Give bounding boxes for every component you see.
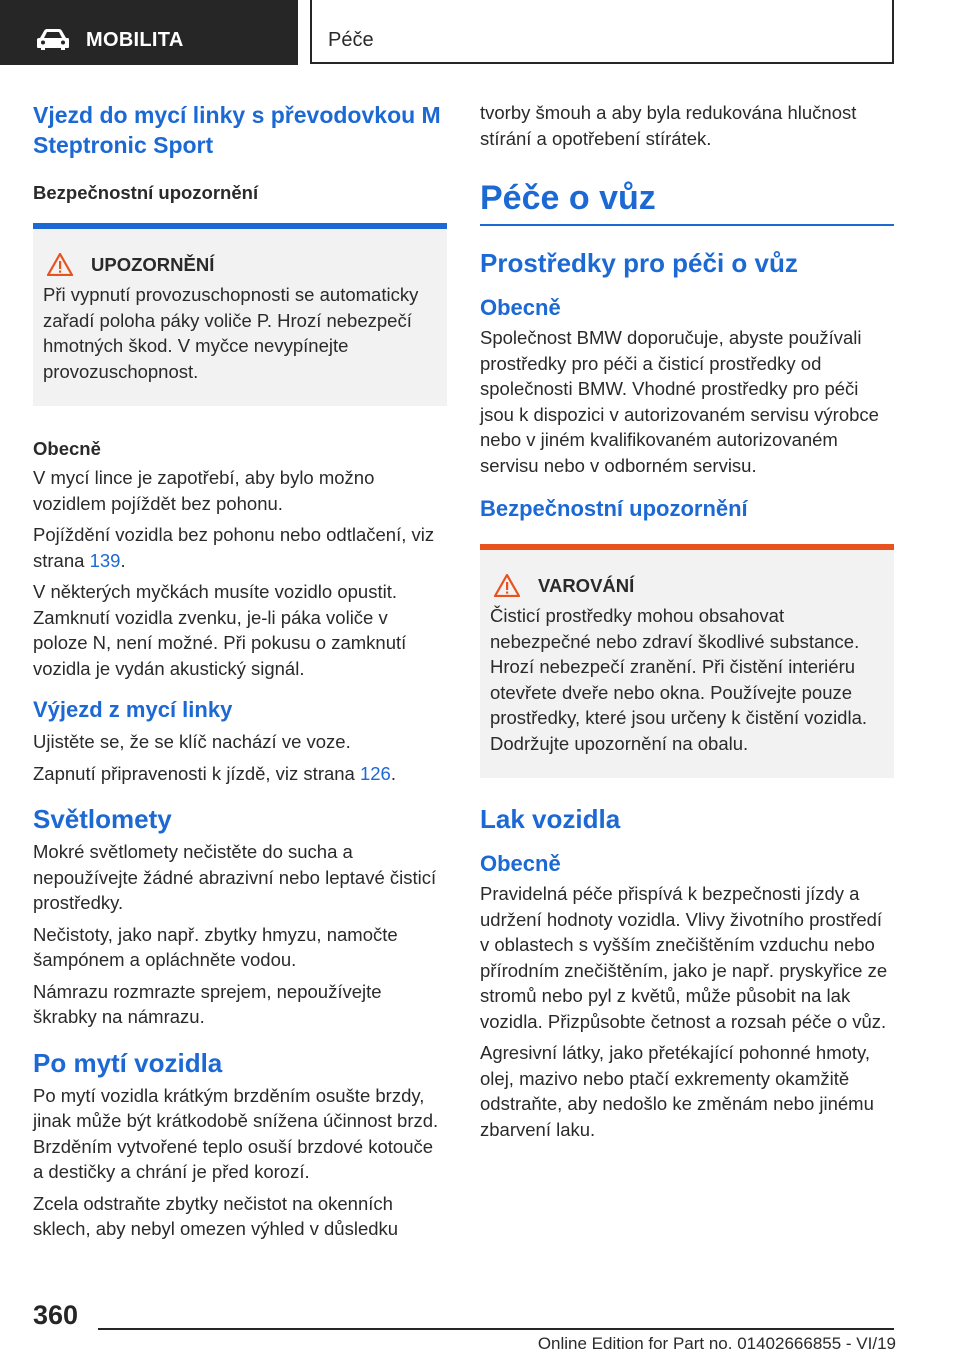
page-ref-link[interactable]: 126 <box>359 762 391 784</box>
danger-text: Čisticí prostředky mohou obsahovat nebezpečné nebo zdraví škodlivé substance. Hrozí nebezpečí zranění. Při čistění interiéru otevřete dveře nebo okna. Používejte pouze prostředky, které jsou určeny k čistění vozidla. Dodržujte upozornění na obalu. <box>490 605 868 754</box>
paragraph: V některých myčkách musíte vozidlo opustit. Zamknutí vozidla zvenku, je-li páka voliče v poloze N, není možné. Při pokusu o zamknutí vozidla je vydán akustický signál. <box>33 581 407 679</box>
safety-label: Bezpečnostní upozornění <box>33 182 259 203</box>
paragraph-text: Zapnutí připravenosti k jízdě, viz strana <box>33 762 360 784</box>
general-label: Obecně <box>33 438 101 459</box>
header-tab-label: MOBILITA <box>86 29 184 51</box>
warning-title-text: UPOZORNĚNÍ <box>91 253 215 275</box>
warning-box <box>33 223 447 406</box>
safety-heading: Bezpečnostní upozornění <box>480 496 748 521</box>
paragraph-text: Pojíždění vozidla bez pohonu nebo odtlačení, viz strana <box>33 524 435 571</box>
warning-title <box>43 253 433 276</box>
section-title-care: Péče o vůz <box>480 179 656 217</box>
warning-text: Při vypnutí provozuschopnosti se automaticky zařadí poloha páky voliče P. Hrozí nebezpečí hmotných škod. V myčce nevypínejte provozuschopnost. <box>43 284 419 382</box>
danger-title-text: VAROVÁNÍ <box>538 574 635 596</box>
care-title-block <box>480 179 894 226</box>
section-label: Péče <box>328 29 374 51</box>
header-section <box>310 0 894 64</box>
paragraph: V mycí lince je zapotřebí, aby bylo možno vozidlem pojíždět bez pohonu. <box>33 467 375 514</box>
paragraph: Nečistoty, jako např. zbytky hmyzu, namočte šampónem a opláchněte vodou. <box>33 923 398 970</box>
general-heading: Obecně <box>480 295 561 320</box>
paragraph: Zcela odstraňte zbytky nečistot na okenních sklech, aby nebyl omezen výhled v důsledku <box>33 1192 399 1239</box>
paragraph: Agresivní látky, jako přetékající pohonné hmoty, olej, mazivo nebo ptačí exkrementy okamžitě odstraňte, aby nedošlo ke změnám nebo jinému zbarvení laku. <box>480 1042 874 1140</box>
paragraph: Po mytí vozidla krátkým brzděním osušte brzdy, jinak může být krátkodobě snížena účinnost brzd. Brzděním vytvořené teplo osuší brzdové kotouče a destičky a chrání je před korozí. <box>33 1084 439 1182</box>
section-title-steptronic: Vjezd do mycí linky s převodovkou M Steptronic Sport <box>33 102 441 158</box>
section-title-products: Prostředky pro péči o vůz <box>480 248 798 278</box>
paragraph: Námrazu rozmrazte sprejem, nepoužívejte škrabky na námrazu. <box>33 980 382 1027</box>
paragraph-with-ref: Pojíždění vozidla bez pohonu nebo odtlačení, viz strana 139. <box>33 524 435 571</box>
danger-box <box>480 544 894 778</box>
paragraph: Pravidelná péče přispívá k bezpečnosti jízdy a udržení hodnoty vozidla. Vlivy životního prostředí v oblastech s vyšším znečištěním vzduchu nebo přírodním znečištěním, jako je např. pryskyřice ze stromů nebo pyl z květů, může působit na lak vozidla. Přizpůsobte četnost a rozsah péče o vůz. <box>480 883 888 1032</box>
car-icon <box>36 28 70 50</box>
paragraph: Ujistěte se, že se klíč nachází ve voze. <box>33 731 351 752</box>
right-column <box>480 100 894 1148</box>
section-title-exit: Výjezd z mycí linky <box>33 697 233 722</box>
footer-divider <box>98 1328 894 1330</box>
footer-edition: Online Edition for Part no. 01402666855 - VI/19 <box>537 1334 896 1353</box>
paragraph: Společnost BMW doporučuje, abyste používali prostředky pro péči a čisticí prostředky od společnosti BMW. Vhodné prostředky pro péči jsou k dispozici v autorizovaném servisu výrobce nebo v jiném kvalifikovaném autorizovaném servisu nebo v odborném servisu. <box>480 327 879 476</box>
page-ref-link[interactable]: 139 <box>89 549 121 571</box>
section-title-after-wash: Po mytí vozidla <box>33 1047 223 1078</box>
warning-triangle-icon <box>47 253 73 276</box>
header-tab-mobilita[interactable] <box>0 0 298 65</box>
section-title-paint: Lak vozidla <box>480 804 621 834</box>
danger-title <box>490 574 880 597</box>
left-column <box>33 100 447 1248</box>
warning-triangle-icon <box>494 574 520 597</box>
page-number: 360 <box>33 1300 79 1330</box>
general-heading: Obecně <box>480 851 561 876</box>
paragraph: Mokré světlomety nečistěte do sucha a nepoužívejte žádné abrazivní nebo leptavé čisticí prostředky. <box>33 841 437 913</box>
paragraph-with-ref: Zapnutí připravenosti k jízdě, viz strana 126. <box>33 762 396 784</box>
section-title-headlights: Světlomety <box>33 804 172 834</box>
paragraph: tvorby šmouh a aby byla redukována hlučnost stírání a opotřebení stírátek. <box>480 102 857 149</box>
